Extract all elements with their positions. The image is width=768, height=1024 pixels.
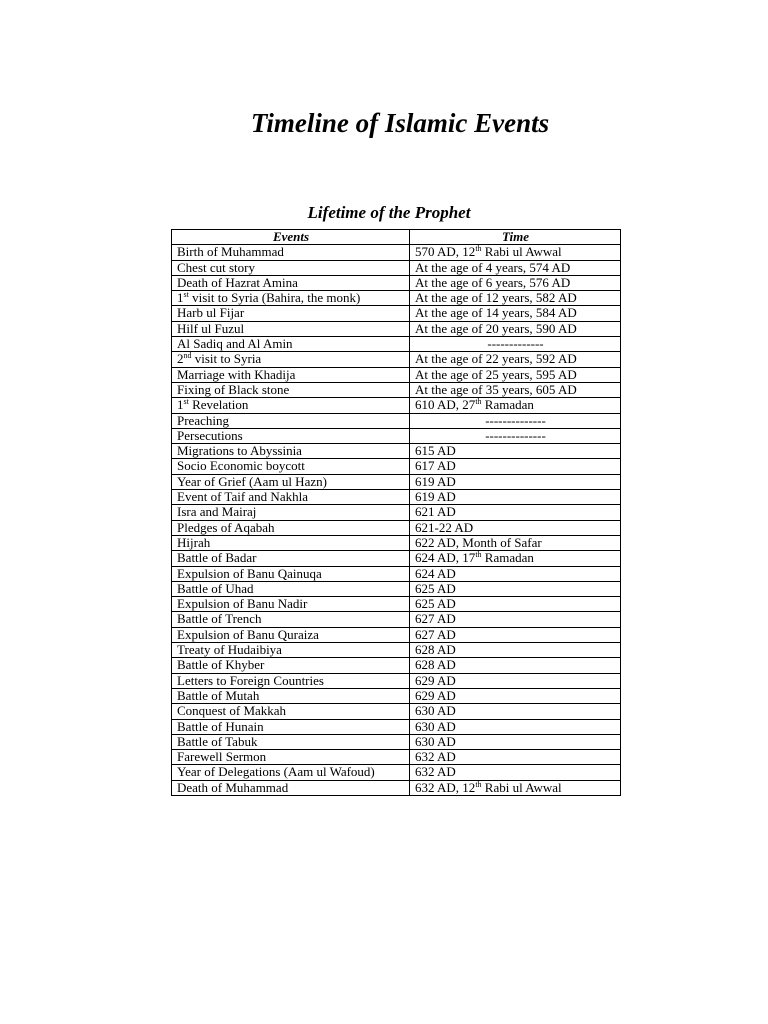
cell-text: 625 AD (415, 581, 456, 596)
time-cell (410, 505, 621, 520)
cell-text: ------------- (487, 336, 544, 352)
cell-text: 610 AD, 27 (415, 397, 476, 413)
event-cell: Conquest of Makkah (172, 704, 410, 719)
event-cell: Preaching (172, 413, 410, 428)
table-row (172, 520, 621, 535)
time-cell (410, 627, 621, 642)
event-cell: Marriage with Khadija (172, 367, 410, 382)
time-cell (410, 337, 621, 352)
time-cell (410, 566, 621, 581)
cell-text: 621-22 AD (415, 520, 474, 535)
cell-text: visit to Syria (Bahira, the monk) (188, 290, 361, 306)
table-row (172, 490, 621, 505)
table-row (172, 551, 621, 566)
event-cell: Death of Hazrat Amina (172, 275, 410, 290)
cell-text: visit to Syria (191, 351, 262, 367)
event-cell (172, 398, 410, 413)
time-cell (410, 734, 621, 749)
time-cell (410, 673, 621, 688)
table-header-row (172, 230, 621, 245)
time-cell (410, 643, 621, 658)
table-row (172, 688, 621, 703)
event-cell: Fixing of Black stone (172, 382, 410, 397)
event-cell: Chest cut story (172, 260, 410, 275)
time-cell (410, 367, 621, 382)
time-cell (410, 765, 621, 780)
cell-text: At the age of 6 years, 576 AD (415, 275, 571, 290)
cell-text: 625 AD (415, 596, 456, 612)
time-cell (410, 275, 621, 290)
event-cell: Treaty of Hudaibiya (172, 643, 410, 658)
cell-text: 630 AD (415, 719, 456, 734)
time-cell (410, 474, 621, 489)
event-cell: Battle of Khyber (172, 658, 410, 673)
time-cell (410, 535, 621, 550)
page-subtitle: Lifetime of the Prophet (307, 203, 471, 222)
time-cell (410, 520, 621, 535)
table-row (172, 474, 621, 489)
event-cell: Hilf ul Fuzul (172, 321, 410, 336)
table-row (172, 352, 621, 367)
event-cell: Harb ul Fijar (172, 306, 410, 321)
cell-text: At the age of 22 years, 592 AD (415, 351, 577, 367)
time-cell (410, 398, 621, 413)
time-cell (410, 245, 621, 260)
time-cell (410, 780, 621, 795)
time-cell (410, 551, 621, 566)
cell-text: 621 AD (415, 504, 456, 520)
table-row (172, 275, 621, 290)
table-row (172, 581, 621, 596)
table-row (172, 505, 621, 520)
column-header-events: Events (172, 230, 410, 245)
cell-text: 619 AD (415, 474, 456, 489)
cell-text: 630 AD (415, 734, 456, 749)
cell-text: 632 AD, 12 (415, 780, 476, 795)
event-cell: Expulsion of Banu Nadir (172, 597, 410, 612)
cell-text: Rabi ul Awwal (481, 244, 562, 260)
event-cell: Migrations to Abyssinia (172, 444, 410, 459)
cell-text: Revelation (188, 397, 249, 413)
time-cell (410, 459, 621, 474)
table-row (172, 719, 621, 734)
ordinal-suffix: nd (183, 351, 192, 361)
cell-text: -------------- (485, 413, 546, 428)
event-cell: Year of Delegations (Aam ul Wafoud) (172, 765, 410, 780)
event-cell: Letters to Foreign Countries (172, 673, 410, 688)
cell-text: 622 AD, Month of Safar (415, 535, 542, 550)
table-row (172, 382, 621, 397)
cell-text: 615 AD (415, 443, 456, 459)
event-cell: Birth of Muhammad (172, 245, 410, 260)
time-cell (410, 291, 621, 306)
cell-text: At the age of 14 years, 584 AD (415, 305, 577, 321)
table-row (172, 428, 621, 443)
table-row (172, 291, 621, 306)
cell-text: 619 AD (415, 489, 456, 505)
time-cell (410, 352, 621, 367)
table-row (172, 535, 621, 550)
table-row (172, 398, 621, 413)
table-row (172, 627, 621, 642)
table-row (172, 260, 621, 275)
event-cell: Farewell Sermon (172, 750, 410, 765)
event-cell: Battle of Hunain (172, 719, 410, 734)
timeline-table (171, 229, 621, 796)
table-row (172, 673, 621, 688)
table-row (172, 566, 621, 581)
ordinal-suffix: st (183, 397, 189, 407)
event-cell: Al Sadiq and Al Amin (172, 337, 410, 352)
table-row (172, 643, 621, 658)
table-row (172, 321, 621, 336)
event-cell: Battle of Tabuk (172, 734, 410, 749)
cell-text: 627 AD (415, 627, 456, 642)
cell-text: -------------- (485, 428, 546, 443)
event-cell: Persecutions (172, 428, 410, 443)
cell-text: At the age of 35 years, 605 AD (415, 382, 577, 397)
cell-text: 628 AD (415, 642, 456, 658)
table-row (172, 245, 621, 260)
cell-text: 617 AD (415, 458, 456, 474)
event-cell: Battle of Badar (172, 551, 410, 566)
cell-text: 627 AD (415, 611, 456, 627)
cell-text: At the age of 20 years, 590 AD (415, 321, 577, 336)
table-row (172, 780, 621, 795)
event-cell: Death of Muhammad (172, 780, 410, 795)
cell-text: Rabi ul Awwal (481, 780, 562, 795)
cell-text: 628 AD (415, 657, 456, 673)
ordinal-suffix: th (475, 397, 482, 407)
time-cell (410, 750, 621, 765)
cell-text: 630 AD (415, 703, 456, 719)
time-cell (410, 260, 621, 275)
cell-text: 632 AD (415, 749, 456, 765)
time-cell (410, 306, 621, 321)
event-cell: Socio Economic boycott (172, 459, 410, 474)
event-cell: Battle of Trench (172, 612, 410, 627)
event-cell: Expulsion of Banu Qainuqa (172, 566, 410, 581)
cell-text: 629 AD (415, 688, 456, 703)
time-cell (410, 382, 621, 397)
time-cell (410, 704, 621, 719)
cell-text: 624 AD, 17 (415, 550, 476, 566)
time-cell (410, 490, 621, 505)
table-row (172, 306, 621, 321)
cell-text: Ramadan (481, 550, 534, 566)
ordinal-suffix: th (475, 244, 482, 254)
time-cell (410, 321, 621, 336)
table-row (172, 704, 621, 719)
event-cell (172, 291, 410, 306)
time-cell (410, 719, 621, 734)
event-cell: Expulsion of Banu Quraiza (172, 627, 410, 642)
event-cell: Pledges of Aqabah (172, 520, 410, 535)
time-cell (410, 688, 621, 703)
cell-text: 570 AD, 12 (415, 244, 476, 260)
cell-text: 629 AD (415, 673, 456, 688)
cell-text: 624 AD (415, 566, 456, 581)
column-header-time: Time (410, 230, 621, 245)
event-cell (172, 352, 410, 367)
table-row (172, 658, 621, 673)
cell-text: At the age of 12 years, 582 AD (415, 290, 577, 306)
time-cell (410, 428, 621, 443)
table-row (172, 444, 621, 459)
table-row (172, 337, 621, 352)
ordinal-suffix: th (475, 780, 482, 789)
time-cell (410, 597, 621, 612)
table-row (172, 597, 621, 612)
table-row (172, 612, 621, 627)
timeline-body (172, 245, 621, 796)
table-row (172, 734, 621, 749)
time-cell (410, 658, 621, 673)
cell-text: Ramadan (481, 397, 534, 413)
time-cell (410, 444, 621, 459)
cell-text: 632 AD (415, 764, 456, 780)
table-row (172, 413, 621, 428)
cell-text: At the age of 25 years, 595 AD (415, 367, 577, 382)
table-row (172, 459, 621, 474)
ordinal-suffix: th (475, 550, 482, 560)
cell-text: 1 (177, 290, 184, 306)
ordinal-suffix: st (183, 290, 189, 300)
time-cell (410, 612, 621, 627)
event-cell: Isra and Mairaj (172, 505, 410, 520)
time-cell (410, 581, 621, 596)
table-row (172, 765, 621, 780)
event-cell: Year of Grief (Aam ul Hazn) (172, 474, 410, 489)
cell-text: 2 (177, 351, 184, 367)
page-title: Timeline of Islamic Events (250, 108, 550, 138)
table-row (172, 367, 621, 382)
event-cell: Event of Taif and Nakhla (172, 490, 410, 505)
cell-text: At the age of 4 years, 574 AD (415, 260, 571, 275)
event-cell: Battle of Mutah (172, 688, 410, 703)
event-cell: Battle of Uhad (172, 581, 410, 596)
cell-text: 1 (177, 397, 184, 413)
time-cell (410, 413, 621, 428)
event-cell: Hijrah (172, 535, 410, 550)
table-row (172, 750, 621, 765)
